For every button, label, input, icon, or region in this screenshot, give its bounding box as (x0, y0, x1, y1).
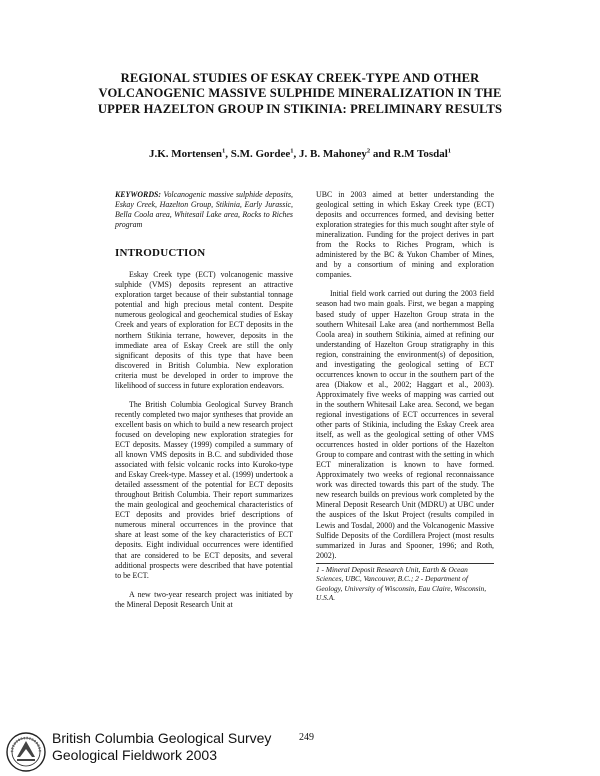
page-number: 249 (299, 732, 314, 743)
body-paragraph: A new two-year research project was initiated by the Mineral Deposit Research Unit at (115, 589, 293, 609)
paper-title: REGIONAL STUDIES OF ESKAY CREEK-TYPE AND OTHER VOLCANOGENIC MASSIVE SULPHIDE MINERALIZATION IN THE UPPER HAZELTON GROUP IN STIKINIA: PRELIMINARY RESULTS (97, 71, 503, 116)
footer-text (52, 730, 271, 764)
body-paragraph: The British Columbia Geological Survey Branch recently completed two major syntheses that provide an excellent basis on which to build a new research project focused on developing new exploration strategies for ECT deposits. Massey (1999) compiled a summary of all known VMS deposits in B.C. and subdivided those associated with felsic volcanic rocks into Kuroko-type and Eskay Creek-type. Massey et al. (1999) undertook a detailed assessment of the potential for ECT deposits throughout British Columbia. Their report summarizes the main geological and geochemical characteristics of ECT deposits and provides brief descriptions of numerous mineral occurrences in the province that share at least some of the key characteristics of ECT deposits. Eight individual occurrences were identified that are considered to be ECT deposits, and several additional prospects were described that have potential to be ECT. (115, 399, 293, 580)
bc-geological-survey-seal-icon (6, 732, 46, 772)
footer-publisher: British Columbia Geological Survey (52, 730, 272, 746)
left-column (115, 190, 293, 610)
author: R.M Tosdal$^1$ (393, 147, 452, 160)
footnotes: 1 - Mineral Deposit Research Unit, Earth & Ocean Sciences, UBC, Vancouver, B.C.; 2 - Department of Geology, University of Wisconsin, Eau Claire, Wisconsin, U.S.A. (316, 563, 494, 603)
page-footer (4, 728, 596, 772)
author-list (60, 144, 540, 161)
footer-series: Geological Fieldwork 2003 (52, 747, 217, 763)
author: J. B. Mahoney$^2$ and (299, 147, 394, 160)
author: J.K. Mortensen$^1$, (148, 147, 231, 160)
body-paragraph: Initial field work carried out during the 2003 field season had two main goals. First, we began a mapping based study of upper Hazelton Group strata in the southern Whitesail Lake area (and northernmost Bella Coola area) in southern Stikinia, aimed at refining our understanding of Hazelton Group stratigraphy in this region, constraining the environment(s) of deposition, and investigating the geological setting of ECT occurrences known to occur in the southern part of the area (Diakow et al., 2002; Haggart et al., 2003). Approximately five weeks of mapping was carried out in the southern Whitesail Lake area. Second, we began regional investigations of ECT occurrences in several other parts of Stikinia, including the Eskay Creek area itself, as well as the geological setting of other VMS occurrences hosted in older portions of the Hazelton Group to compare and contrast with the setting in which ECT mineralization is known to have formed. Approximately two weeks of regional reconnaissance work was directed towards this part of the study. The new research builds on previous work completed by the Mineral Deposit Research Unit (MDRU) at UBC under the auspices of the Iskut Project (results compiled in Lewis and Tosdal, 2000) and the Volcanogenic Massive Sulfide Deposits of the Cordillera Project (most results summarized in Juras and Spooner, 1996; and Roth, 2002). (316, 289, 494, 560)
keywords (115, 190, 293, 230)
author: S.M. Gordee$^1$, (230, 147, 300, 160)
body-paragraph: UBC in 2003 aimed at better understanding the geological setting in which Eskay Creek type (ECT) deposits and occurrences formed, and devising better exploration strategies for this much sought after style of mineralization. Funding for the project derives in part from the Rocks to Riches Program, which is administered by the BC & Yukon Chamber of Mines, and by a consortium of mining and exploration companies. (316, 190, 494, 280)
introduction-heading: INTRODUCTION (115, 247, 206, 260)
keywords-text: Volcanogenic massive sulphide deposits, Eskay Creek, Hazelton Group, Stikinia, Early Jurassic, Bella Coola area, Whitesail Lake area, Rocks to Riches program (115, 190, 293, 230)
body-paragraph: Eskay Creek type (ECT) volcanogenic massive sulphide (VMS) deposits represent an attractive exploration target because of their substantial tonnage potential and high precious metal content. Despite numerous geological and geochemical studies of Eskay Creek and years of exploration for ECT deposits in the northern Stikinia terrane, however, deposits in the immediate area of Eskay Creek are still the only significant deposits of this type that have been discovered in British Columbia. New exploration criteria must be developed in order to improve the likelihood of success in future exploration endeavors. (115, 270, 293, 390)
keywords-label: KEYWORDS: (115, 190, 162, 199)
right-column (316, 190, 494, 603)
